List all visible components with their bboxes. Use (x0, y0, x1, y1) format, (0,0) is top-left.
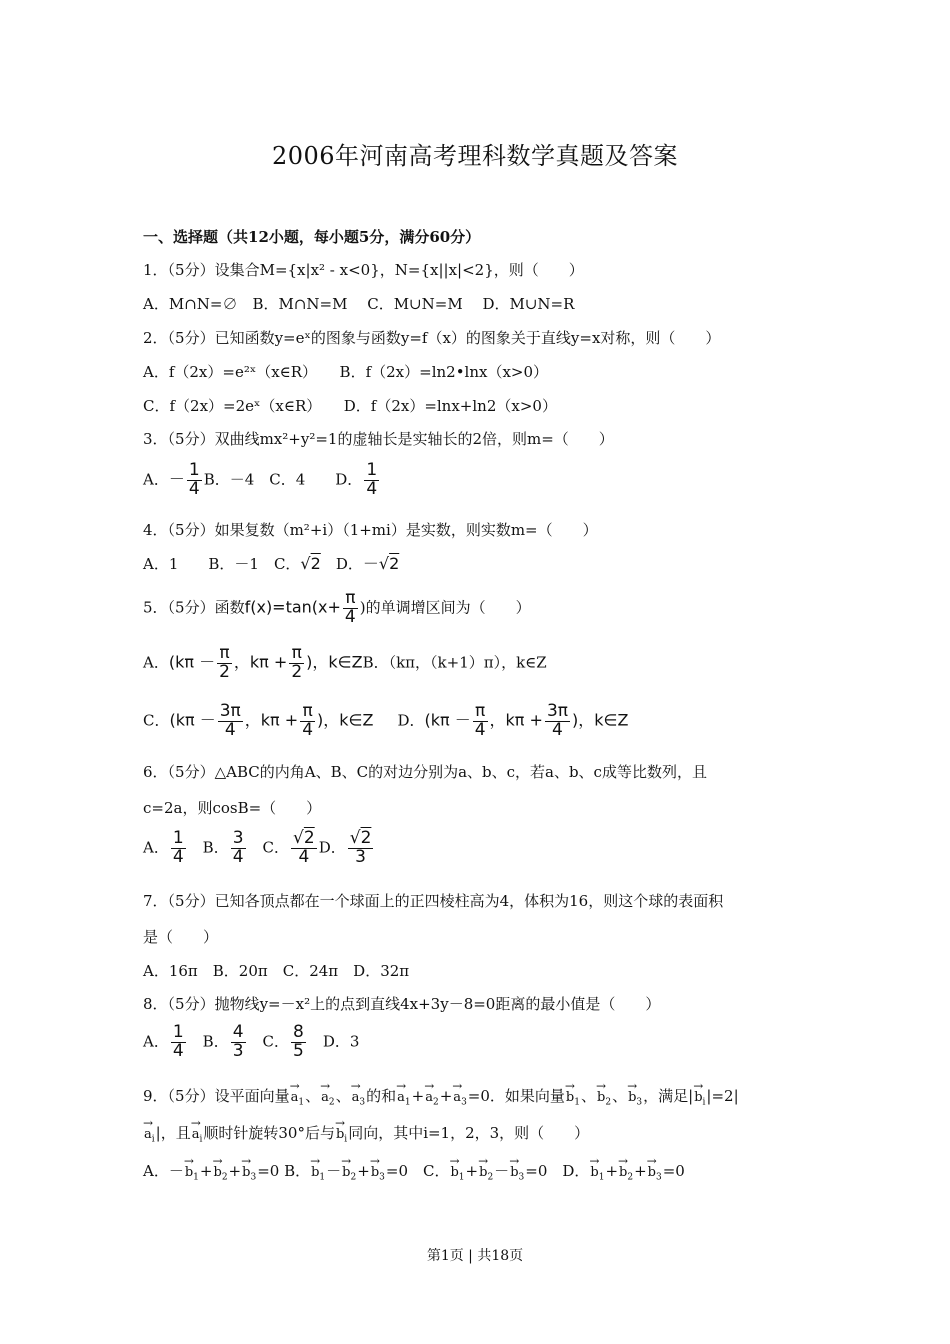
option-c-label: C． (247, 838, 290, 857)
interval-mid: ，kπ + (244, 710, 299, 730)
question-5-stem (143, 590, 531, 627)
fraction: $\frac{√2}{4}$ (293, 828, 315, 867)
page-title: 2006年河南高考理科数学真题及答案 (271, 142, 679, 170)
interval-open: (kπ － (168, 652, 216, 672)
question-7-stem-line2: 是（ ） (143, 928, 219, 946)
option-b-label: =0 B． (257, 1162, 311, 1180)
question-7-stem-line1: 7．（5分）已知各顶点都在一个球面上的正四棱柱高为4，体积为16，则这个球的表面积 (143, 892, 724, 910)
vector-b2: → $b_2$ (597, 1090, 611, 1108)
vector-ai: → $a_i$ (144, 1127, 155, 1145)
question-7-options: A．16π B．20π C．24π D．32π (143, 962, 410, 980)
vector-b2: → $b_2$ (213, 1165, 227, 1183)
option-d-label: D． (397, 711, 425, 730)
fraction: $\frac{3\pi}{4}$ (546, 701, 568, 740)
vector-b3: → $b_3$ (628, 1090, 642, 1108)
question-9-options: A．－→ $b_1+\to b_2+\to b_3=0$ B．→ $b_1-\to b_2+\to b_3=0$ C．→ $b_1+\to b_2-\to b_3=0$ D．→ $b_1+\to b_2+\to b_3=0$ (143, 1160, 685, 1183)
option-c-label: C． (143, 711, 170, 730)
option-a-label: A． (143, 653, 169, 672)
interval-open: (kπ － (424, 710, 471, 730)
stem-text: =0．如果向量 (467, 1087, 565, 1105)
fraction: $\frac{3}{4}$ (232, 828, 244, 867)
options-bc: B．－4 C．4 D． (203, 470, 363, 489)
vector-b3: → $b_3$ (648, 1165, 662, 1183)
stem-text: )的单调增区间为（ ） (359, 598, 531, 617)
stem-text: |=2| (706, 1087, 739, 1105)
fraction: $\frac{1}{4}$ (172, 828, 184, 867)
fraction: $\frac{\pi}{4}$ (474, 701, 486, 740)
page-footer: 第1页 | 共18页 (426, 1248, 524, 1264)
question-8-stem: 8．（5分）抛物线y=－x²上的点到直线4x+3y－8=0距离的最小值是（ ） (143, 995, 661, 1013)
question-4-stem: 4．（5分）如果复数（m²+i）（1+mi）是实数，则实数m=（ ） (143, 521, 598, 539)
question-8-options (143, 1024, 359, 1061)
vector-b2: → $b_2$ (342, 1165, 356, 1183)
question-3-options (143, 462, 381, 499)
vector-a1: → $a_1$ (291, 1090, 305, 1108)
interval-open: (kπ － (169, 710, 216, 730)
question-6-stem-line1: 6．（5分）△ABC的内角A、B、C的对边分别为a、b、c，若a、b、c成等比数列，且 (143, 763, 707, 781)
question-5-options-ab (143, 645, 547, 682)
vector-b1: → $b_1$ (566, 1090, 580, 1108)
vector-a1: → $a_1$ (397, 1090, 411, 1108)
fraction: $\frac{\pi}{4}$ (302, 701, 314, 740)
vector-b1: → $b_1$ (450, 1165, 464, 1183)
section-heading: 一、选择题（共12小题，每小题5分，满分60分） (143, 228, 481, 246)
fraction: $\frac{8}{5}$ (293, 1022, 304, 1061)
vector-b1: → $b_1$ (590, 1165, 604, 1183)
fraction: $\frac{√2}{3}$ (349, 828, 372, 867)
fraction: $\frac{1}{4}$ (172, 1022, 184, 1061)
vector-b3: → $b_3$ (371, 1165, 385, 1183)
fraction: $\frac{\pi}{2}$ (219, 643, 230, 682)
option-c-label: C． (247, 1032, 290, 1051)
option-a-label: A． (143, 1032, 169, 1051)
interval-close: )，k∈Z (317, 710, 374, 730)
stem-text: 同向，其中i=1，2，3，则（ ） (348, 1124, 590, 1142)
option-b-label: B． (187, 1032, 229, 1051)
interval-close: )，k∈Z (306, 652, 363, 672)
sqrt-expression: －√2 (362, 554, 400, 573)
vector-bi: → $b_i$ (694, 1090, 705, 1108)
vector-b2: → $b_2$ (479, 1165, 493, 1183)
question-9-stem-line2 (143, 1122, 589, 1145)
vector-a2: → $a_2$ (425, 1090, 439, 1108)
question-6-options (143, 830, 375, 867)
question-5-options-cd (143, 703, 628, 740)
option-d-label: D． (318, 838, 346, 857)
question-2-options-ab: A．f（2x）=e²ˣ（x∈R） B．f（2x）=ln2•lnx（x>0） (143, 363, 549, 381)
interval-close: )，k∈Z (572, 710, 629, 730)
vector-a3: → $a_3$ (453, 1090, 467, 1108)
question-6-stem-line2: c=2a，则cosB=（ ） (143, 799, 322, 817)
question-1-options: A．M∩N=∅ B．M∩N=M C．M∪N=M D．M∪N=R (143, 295, 575, 313)
sqrt-expression: √2 (300, 554, 321, 573)
option-a-label: A． (143, 470, 169, 489)
question-2-options-cd: C．f（2x）=2eˣ（x∈R） D．f（2x）=lnx+ln2（x>0） (143, 397, 557, 415)
option-c-label: =0 C． (385, 1162, 450, 1180)
fraction: $\frac{\pi}{4}$ (344, 588, 356, 627)
option-d-label: D． (320, 555, 363, 573)
vector-ai: → $a_i$ (192, 1127, 203, 1145)
stem-text: 的和 (366, 1087, 397, 1105)
vector-b3: → $b_3$ (242, 1165, 256, 1183)
stem-text: ，满足| (643, 1087, 694, 1105)
option-end: =0 (662, 1162, 685, 1180)
stem-text: 顺时针旋转30°后与 (203, 1124, 335, 1142)
interval-mid: ，kπ + (489, 710, 543, 730)
vector-a3: → $a_3$ (352, 1090, 366, 1108)
question-9-stem-line1: 9．（5分）设平面向量→ $a_1$、→ $a_2$、→ $a_3$的和→ $a_1+\to a_2+\to a_3=0$．如果向量→ $b_1$、→ $b_2$、→ $b_3$，满足|→ $b_i|=2|$ (143, 1085, 739, 1108)
vector-bi: → $b_i$ (336, 1127, 347, 1145)
vector-b1: → $b_1$ (311, 1165, 325, 1183)
question-3-stem: 3．（5分）双曲线mx²+y²=1的虚轴长是实轴长的2倍，则m=（ ） (143, 430, 614, 448)
vector-b1: → $b_1$ (185, 1165, 199, 1183)
fraction: $\frac{1}{4}$ (366, 460, 378, 499)
options-abc-label: A．1 B．－1 C． (143, 555, 301, 573)
option-d: D．3 (307, 1032, 360, 1051)
fraction: $\frac{3\pi}{4}$ (219, 701, 241, 740)
fraction: $\frac{\pi}{2}$ (291, 643, 303, 682)
vector-b3: → $b_3$ (510, 1165, 524, 1183)
fraction: $\frac{1}{4}$ (188, 460, 200, 499)
stem-text: |，且 (155, 1124, 191, 1142)
option-b-label: B． (187, 838, 229, 857)
option-a-label: A． (143, 838, 169, 857)
stem-text: 9．（5分）设平面向量 (143, 1087, 290, 1105)
question-4-options (143, 551, 399, 574)
function-expr: f(x)=tan(x+ (244, 597, 341, 617)
option-a-label: A．－ (143, 1162, 184, 1180)
interval-mid: ，kπ + (233, 652, 288, 672)
question-2-stem: 2．（5分）已知函数y=eˣ的图象与函数y=f（x）的图象关于直线y=x对称，则（ ） (143, 329, 721, 347)
question-1-stem: 1．（5分）设集合M={x|x² - x<0}，N={x||x|<2}，则（ ） (143, 261, 584, 279)
minus-sign: － (168, 469, 185, 489)
stem-text: 5．（5分）函数 (143, 598, 245, 617)
vector-a2: → $a_2$ (321, 1090, 335, 1108)
fraction: $\frac{4}{3}$ (232, 1022, 244, 1061)
vector-b2: → $b_2$ (619, 1165, 633, 1183)
option-d-label: =0 D． (525, 1162, 590, 1180)
option-b: B．（kπ，（k+1）π），k∈Z (362, 653, 547, 672)
